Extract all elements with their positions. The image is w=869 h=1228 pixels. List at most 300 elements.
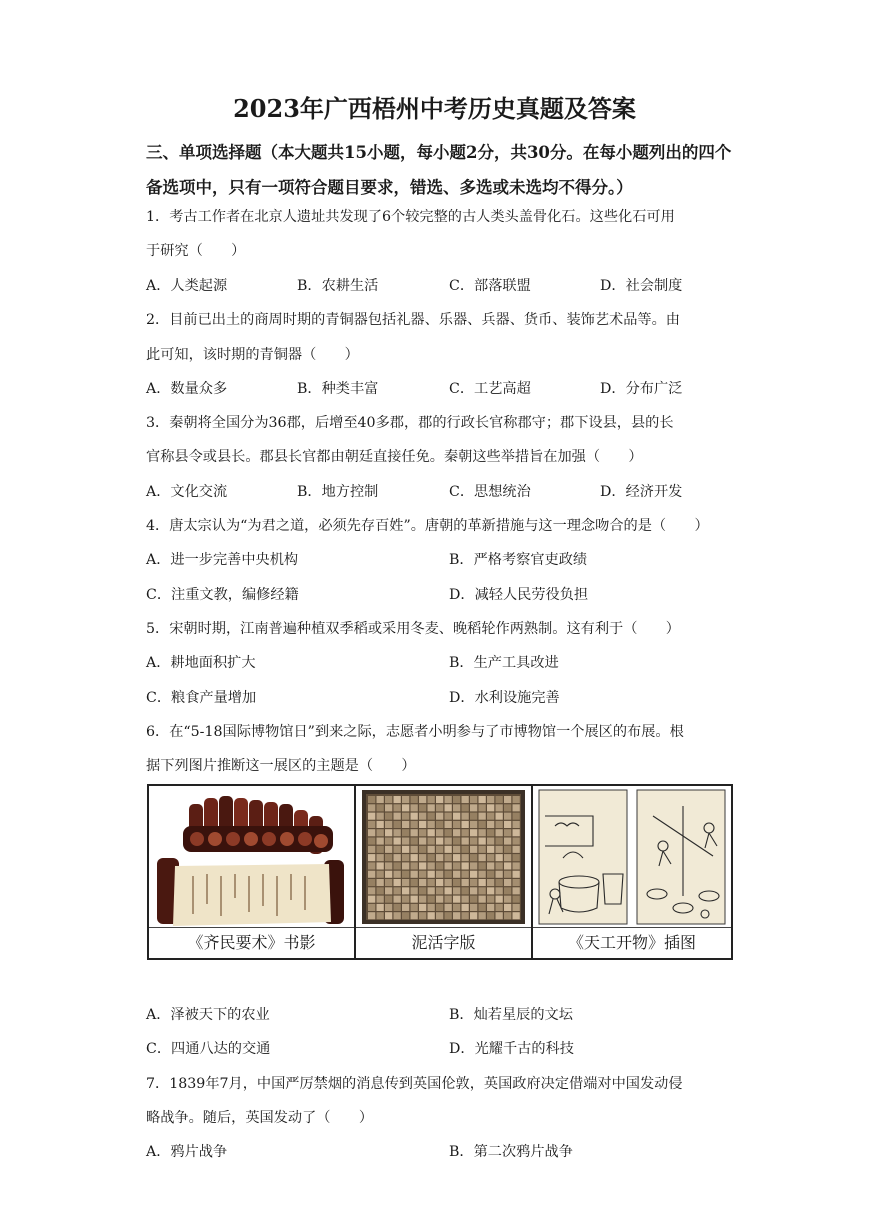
clay-type-block bbox=[436, 821, 443, 828]
clay-type-block bbox=[504, 887, 511, 894]
clay-type-block bbox=[385, 862, 392, 869]
clay-type-block bbox=[504, 896, 511, 903]
clay-type-block bbox=[368, 804, 375, 811]
clay-type-block bbox=[479, 896, 486, 903]
clay-type-block bbox=[462, 912, 469, 919]
clay-type-block bbox=[368, 796, 375, 803]
clay-type-block bbox=[487, 796, 494, 803]
clay-type-block bbox=[504, 813, 511, 820]
clay-type-block bbox=[513, 846, 520, 853]
clay-type-block bbox=[436, 796, 443, 803]
clay-type-block bbox=[496, 846, 503, 853]
clay-type-block bbox=[513, 854, 520, 861]
clay-type-block bbox=[436, 904, 443, 911]
clay-type-block bbox=[377, 896, 384, 903]
clay-type-block bbox=[462, 829, 469, 836]
clay-type-block bbox=[470, 871, 477, 878]
clay-type-block bbox=[411, 912, 418, 919]
clay-type-block bbox=[368, 813, 375, 820]
clay-type-block bbox=[368, 854, 375, 861]
clay-type-block bbox=[402, 846, 409, 853]
clay-type-block bbox=[377, 804, 384, 811]
clay-type-block bbox=[470, 879, 477, 886]
clay-type-block bbox=[462, 862, 469, 869]
clay-type-block bbox=[496, 904, 503, 911]
clay-type-block bbox=[504, 838, 511, 845]
clay-type-block bbox=[419, 838, 426, 845]
clay-type-block bbox=[479, 912, 486, 919]
clay-type-block bbox=[462, 896, 469, 903]
question-5-option-b: B．生产工具改进 bbox=[449, 655, 559, 671]
question-2-option-a: A．数量众多 bbox=[146, 381, 228, 397]
clay-type-block bbox=[479, 887, 486, 894]
clay-type-block bbox=[470, 838, 477, 845]
clay-type-block bbox=[385, 904, 392, 911]
question-3-option-d: D．经济开发 bbox=[600, 484, 683, 500]
clay-type-block bbox=[504, 862, 511, 869]
clay-type-block bbox=[368, 862, 375, 869]
clay-type-block bbox=[504, 871, 511, 878]
question-1-option-d: D．社会制度 bbox=[600, 278, 683, 294]
clay-type-block bbox=[377, 854, 384, 861]
question-1-option-a: A．人类起源 bbox=[146, 278, 228, 294]
clay-type-block bbox=[504, 854, 511, 861]
clay-type-block bbox=[487, 887, 494, 894]
clay-type-block bbox=[385, 838, 392, 845]
clay-type-block bbox=[394, 821, 401, 828]
clay-type-block bbox=[428, 896, 435, 903]
clay-type-block bbox=[428, 804, 435, 811]
clay-type-block bbox=[445, 879, 452, 886]
clay-type-block bbox=[470, 804, 477, 811]
clay-type-block bbox=[496, 896, 503, 903]
question-6-figure bbox=[147, 784, 733, 960]
clay-type-block bbox=[504, 829, 511, 836]
clay-type-block bbox=[402, 813, 409, 820]
clay-type-block bbox=[394, 862, 401, 869]
clay-type-block bbox=[394, 846, 401, 853]
document-title: 2023年广西梧州中考历史真题及答案 bbox=[233, 94, 636, 123]
clay-type-block bbox=[394, 838, 401, 845]
clay-type-block bbox=[487, 821, 494, 828]
clay-type-block bbox=[368, 896, 375, 903]
clay-type-block bbox=[479, 813, 486, 820]
clay-type-block bbox=[470, 821, 477, 828]
clay-type-block bbox=[513, 829, 520, 836]
question-7-text-line-2: 略战争。随后，英国发动了（ ） bbox=[146, 1110, 374, 1126]
figure-caption-clay-type: 泥活字版 bbox=[356, 927, 531, 958]
clay-type-block bbox=[496, 838, 503, 845]
clay-type-block bbox=[453, 821, 460, 828]
clay-type-block bbox=[368, 821, 375, 828]
clay-type-block bbox=[428, 862, 435, 869]
bamboo-scroll-image bbox=[149, 786, 354, 927]
clay-type-block bbox=[402, 862, 409, 869]
question-6-option-c: C．四通八达的交通 bbox=[146, 1041, 271, 1057]
question-7-option-a: A．鸦片战争 bbox=[146, 1144, 228, 1160]
clay-type-block bbox=[504, 904, 511, 911]
clay-type-block bbox=[377, 829, 384, 836]
clay-type-block bbox=[445, 904, 452, 911]
clay-type-block bbox=[394, 904, 401, 911]
clay-type-block bbox=[513, 896, 520, 903]
clay-type-block bbox=[419, 821, 426, 828]
clay-type-block bbox=[411, 804, 418, 811]
clay-type-block bbox=[487, 829, 494, 836]
clay-type-block bbox=[368, 846, 375, 853]
clay-type-block bbox=[428, 887, 435, 894]
clay-type-block bbox=[445, 829, 452, 836]
question-7-option-b: B．第二次鸦片战争 bbox=[449, 1144, 573, 1160]
clay-type-block bbox=[487, 846, 494, 853]
question-5-text-line-1: 5．宋朝时期，江南普遍种植双季稻或采用冬麦、晚稻轮作两熟制。这有利于（ ） bbox=[146, 621, 680, 637]
clay-type-block bbox=[513, 871, 520, 878]
clay-type-block bbox=[487, 813, 494, 820]
clay-type-block bbox=[394, 896, 401, 903]
clay-type-block bbox=[385, 879, 392, 886]
clay-type-block bbox=[394, 804, 401, 811]
clay-type-block bbox=[411, 813, 418, 820]
figure-panel-clay-type bbox=[356, 786, 533, 958]
clay-type-block bbox=[462, 813, 469, 820]
clay-type-block bbox=[411, 838, 418, 845]
clay-type-block bbox=[419, 887, 426, 894]
clay-type-block bbox=[377, 912, 384, 919]
clay-type-block bbox=[428, 813, 435, 820]
clay-type-block bbox=[402, 854, 409, 861]
question-3-text-line-1: 3．秦朝将全国分为36郡，后增至40多郡，郡的行政长官称郡守；郡下设县，县的长 bbox=[146, 415, 674, 431]
clay-type-block bbox=[419, 813, 426, 820]
clay-type-block bbox=[385, 912, 392, 919]
clay-type-block bbox=[436, 813, 443, 820]
clay-type-block bbox=[394, 796, 401, 803]
clay-type-block bbox=[453, 862, 460, 869]
clay-type-block bbox=[462, 804, 469, 811]
clay-type-block bbox=[402, 821, 409, 828]
clay-type-block bbox=[453, 904, 460, 911]
question-6-text-line-1: 6．在“5-18国际博物馆日”到来之际，志愿者小明参与了市博物馆一个展区的布展。根 bbox=[146, 724, 684, 740]
clay-type-block bbox=[479, 862, 486, 869]
figure-caption-qimin-yaoshu: 《齐民要术》书影 bbox=[149, 927, 354, 958]
question-4-option-b: B．严格考察官吏政绩 bbox=[449, 552, 588, 568]
clay-type-block bbox=[385, 804, 392, 811]
clay-type-block bbox=[402, 871, 409, 878]
clay-type-block bbox=[470, 862, 477, 869]
clay-type-block bbox=[411, 896, 418, 903]
clay-type-block bbox=[445, 838, 452, 845]
clay-type-block bbox=[428, 821, 435, 828]
clay-type-block bbox=[470, 912, 477, 919]
clay-type-block bbox=[453, 796, 460, 803]
clay-type-block bbox=[462, 821, 469, 828]
clay-type-block bbox=[479, 829, 486, 836]
question-3-text-line-2: 官称县令或县长。郡县长官都由朝廷直接任免。秦朝这些举措旨在加强（ ） bbox=[146, 449, 643, 465]
clay-type-block bbox=[402, 804, 409, 811]
clay-type-block bbox=[419, 879, 426, 886]
clay-type-block bbox=[513, 821, 520, 828]
clay-type-block bbox=[385, 854, 392, 861]
clay-type-block bbox=[445, 796, 452, 803]
clay-type-block bbox=[513, 838, 520, 845]
clay-type-block bbox=[445, 862, 452, 869]
figure-panel-qimin-yaoshu bbox=[149, 786, 356, 958]
clay-type-block bbox=[428, 796, 435, 803]
clay-type-block bbox=[385, 846, 392, 853]
clay-type-block bbox=[504, 846, 511, 853]
clay-type-block bbox=[411, 904, 418, 911]
clay-type-block bbox=[436, 887, 443, 894]
clay-type-block bbox=[394, 854, 401, 861]
figure-panel-tiangong-kaiwu bbox=[533, 786, 731, 958]
question-1-option-c: C．部落联盟 bbox=[449, 278, 531, 294]
clay-type-block bbox=[453, 871, 460, 878]
clay-type-block bbox=[385, 829, 392, 836]
clay-type-block bbox=[453, 912, 460, 919]
clay-type-block bbox=[445, 871, 452, 878]
clay-type-block bbox=[453, 838, 460, 845]
clay-type-block bbox=[394, 879, 401, 886]
clay-type-block bbox=[453, 813, 460, 820]
question-4-option-d: D．减轻人民劳役负担 bbox=[449, 587, 589, 603]
clay-type-block bbox=[470, 796, 477, 803]
question-4-text-line-1: 4．唐太宗认为“为君之道，必须先存百姓”。唐朝的革新措施与这一理念吻合的是（ ） bbox=[146, 518, 709, 534]
question-5-option-c: C．粮食产量增加 bbox=[146, 690, 257, 706]
clay-type-block bbox=[402, 912, 409, 919]
clay-type-block bbox=[428, 854, 435, 861]
clay-type-block bbox=[428, 879, 435, 886]
clay-type-block bbox=[402, 829, 409, 836]
question-2-option-d: D．分布广泛 bbox=[600, 381, 683, 397]
clay-type-block bbox=[453, 854, 460, 861]
clay-type-block bbox=[453, 887, 460, 894]
clay-type-block bbox=[385, 896, 392, 903]
clay-type-block bbox=[513, 862, 520, 869]
section-heading: 三、单项选择题（本大题共15小题，每小题2分，共30分。在每小题列出的四个备选项中，只有一项符合题目要求，错选、多选或未选均不得分。） bbox=[146, 143, 732, 197]
clay-type-block bbox=[496, 862, 503, 869]
clay-type-block bbox=[445, 912, 452, 919]
clay-type-block bbox=[496, 821, 503, 828]
clay-type-block bbox=[513, 912, 520, 919]
clay-type-block bbox=[462, 904, 469, 911]
question-6-option-b: B．灿若星辰的文坛 bbox=[449, 1007, 573, 1023]
woodcut-illustration-image bbox=[533, 786, 731, 927]
clay-type-block bbox=[377, 813, 384, 820]
clay-type-block bbox=[513, 887, 520, 894]
clay-type-block bbox=[504, 912, 511, 919]
clay-type-block bbox=[445, 821, 452, 828]
clay-type-block bbox=[453, 846, 460, 853]
clay-type-block bbox=[496, 879, 503, 886]
clay-type-block bbox=[445, 813, 452, 820]
question-4-option-a: A．进一步完善中央机构 bbox=[146, 552, 299, 568]
clay-type-block bbox=[436, 846, 443, 853]
question-7-text-line-1: 7．1839年7月，中国严厉禁烟的消息传到英国伦敦，英国政府决定借端对中国发动侵 bbox=[146, 1076, 683, 1092]
question-1-option-b: B．农耕生活 bbox=[297, 278, 379, 294]
clay-type-block bbox=[445, 804, 452, 811]
clay-type-block bbox=[513, 796, 520, 803]
clay-type-block bbox=[496, 829, 503, 836]
clay-type-block bbox=[470, 887, 477, 894]
clay-type-block bbox=[496, 887, 503, 894]
clay-type-block bbox=[411, 796, 418, 803]
clay-type-block bbox=[394, 813, 401, 820]
clay-type-block bbox=[436, 896, 443, 903]
clay-type-block bbox=[436, 871, 443, 878]
question-2-text-line-1: 2．目前已出土的商周时期的青铜器包括礼器、乐器、兵器、货币、装饰艺术品等。由 bbox=[146, 312, 680, 328]
clay-type-block bbox=[479, 846, 486, 853]
clay-type-block bbox=[445, 846, 452, 853]
clay-type-block bbox=[368, 912, 375, 919]
clay-type-block bbox=[462, 879, 469, 886]
clay-type-block bbox=[453, 896, 460, 903]
clay-type-block bbox=[411, 829, 418, 836]
clay-type-block bbox=[385, 871, 392, 878]
clay-type-block bbox=[496, 796, 503, 803]
clay-type-block bbox=[428, 904, 435, 911]
clay-type-block bbox=[419, 796, 426, 803]
clay-type-block bbox=[377, 871, 384, 878]
question-3-option-c: C．思想统治 bbox=[449, 484, 531, 500]
clay-type-block bbox=[504, 804, 511, 811]
clay-type-block bbox=[411, 871, 418, 878]
clay-type-block bbox=[496, 813, 503, 820]
question-3-option-b: B．地方控制 bbox=[297, 484, 379, 500]
clay-type-block bbox=[402, 796, 409, 803]
clay-type-block bbox=[436, 829, 443, 836]
clay-type-block bbox=[436, 838, 443, 845]
clay-type-block bbox=[479, 879, 486, 886]
clay-type-block bbox=[411, 846, 418, 853]
clay-type-block bbox=[462, 854, 469, 861]
clay-type-block bbox=[487, 896, 494, 903]
clay-type-block bbox=[504, 796, 511, 803]
clay-type-block bbox=[394, 912, 401, 919]
clay-type-block bbox=[513, 813, 520, 820]
clay-type-block bbox=[462, 796, 469, 803]
clay-type-block bbox=[428, 871, 435, 878]
clay-type-block bbox=[470, 896, 477, 903]
clay-type-image bbox=[356, 786, 531, 927]
clay-type-block bbox=[368, 879, 375, 886]
clay-type-block bbox=[411, 821, 418, 828]
clay-type-block bbox=[402, 879, 409, 886]
clay-type-block bbox=[402, 838, 409, 845]
clay-type-block bbox=[436, 854, 443, 861]
clay-type-block bbox=[462, 846, 469, 853]
clay-type-block bbox=[377, 821, 384, 828]
clay-type-block bbox=[394, 887, 401, 894]
clay-type-block bbox=[419, 896, 426, 903]
question-2-option-b: B．种类丰富 bbox=[297, 381, 379, 397]
clay-type-block bbox=[411, 879, 418, 886]
clay-type-block bbox=[428, 838, 435, 845]
clay-type-block bbox=[470, 904, 477, 911]
clay-type-block bbox=[479, 804, 486, 811]
clay-type-block bbox=[368, 829, 375, 836]
clay-type-block bbox=[479, 854, 486, 861]
clay-type-block bbox=[436, 804, 443, 811]
clay-type-block bbox=[402, 904, 409, 911]
clay-type-block bbox=[513, 904, 520, 911]
clay-type-block bbox=[385, 813, 392, 820]
question-2-option-c: C．工艺高超 bbox=[449, 381, 531, 397]
clay-type-block bbox=[419, 904, 426, 911]
clay-type-block bbox=[496, 871, 503, 878]
question-6-text-line-2: 据下列图片推断这一展区的主题是（ ） bbox=[146, 758, 416, 774]
clay-type-block bbox=[487, 904, 494, 911]
clay-type-block bbox=[479, 871, 486, 878]
question-4-option-c: C．注重文教，编修经籍 bbox=[146, 587, 299, 603]
clay-type-block bbox=[368, 904, 375, 911]
clay-type-block bbox=[487, 912, 494, 919]
question-6-option-d: D．光耀千古的科技 bbox=[449, 1041, 574, 1057]
clay-type-block bbox=[453, 804, 460, 811]
question-5-option-d: D．水利设施完善 bbox=[449, 690, 560, 706]
clay-type-block bbox=[411, 862, 418, 869]
clay-type-block bbox=[487, 854, 494, 861]
clay-type-block bbox=[487, 804, 494, 811]
question-3-option-a: A．文化交流 bbox=[146, 484, 228, 500]
clay-type-block bbox=[411, 854, 418, 861]
clay-type-block bbox=[496, 804, 503, 811]
question-1-text-line-1: 1．考古工作者在北京人遗址共发现了6个较完整的古人类头盖骨化石。这些化石可用 bbox=[146, 209, 675, 225]
clay-type-block bbox=[479, 838, 486, 845]
clay-type-block bbox=[411, 887, 418, 894]
clay-type-block bbox=[436, 879, 443, 886]
clay-type-block bbox=[368, 871, 375, 878]
question-5-option-a: A．耕地面积扩大 bbox=[146, 655, 256, 671]
clay-type-block bbox=[479, 904, 486, 911]
clay-type-block bbox=[479, 796, 486, 803]
clay-type-block bbox=[470, 846, 477, 853]
clay-type-block bbox=[419, 854, 426, 861]
clay-type-block bbox=[368, 838, 375, 845]
clay-type-block bbox=[453, 879, 460, 886]
clay-type-block bbox=[470, 813, 477, 820]
clay-type-block bbox=[394, 829, 401, 836]
clay-type-block bbox=[419, 862, 426, 869]
clay-type-block bbox=[436, 912, 443, 919]
clay-type-block bbox=[368, 887, 375, 894]
clay-type-block bbox=[487, 879, 494, 886]
clay-type-block bbox=[436, 862, 443, 869]
clay-type-block bbox=[470, 854, 477, 861]
clay-type-block bbox=[419, 871, 426, 878]
figure-caption-tiangong-kaiwu: 《天工开物》插图 bbox=[533, 927, 731, 958]
clay-type-block bbox=[453, 829, 460, 836]
clay-type-block bbox=[428, 846, 435, 853]
clay-type-block bbox=[462, 838, 469, 845]
clay-type-block bbox=[513, 879, 520, 886]
clay-type-block bbox=[385, 796, 392, 803]
clay-type-block bbox=[419, 912, 426, 919]
clay-type-block bbox=[445, 854, 452, 861]
clay-type-block bbox=[377, 796, 384, 803]
clay-type-block bbox=[385, 821, 392, 828]
clay-type-block bbox=[487, 838, 494, 845]
clay-type-block bbox=[419, 846, 426, 853]
clay-type-block bbox=[487, 871, 494, 878]
clay-type-block bbox=[428, 912, 435, 919]
clay-type-block bbox=[377, 887, 384, 894]
clay-type-block bbox=[377, 862, 384, 869]
clay-type-block bbox=[496, 854, 503, 861]
clay-type-block bbox=[377, 838, 384, 845]
clay-type-block bbox=[394, 871, 401, 878]
clay-type-block bbox=[419, 804, 426, 811]
clay-type-block bbox=[504, 879, 511, 886]
clay-type-block bbox=[377, 904, 384, 911]
